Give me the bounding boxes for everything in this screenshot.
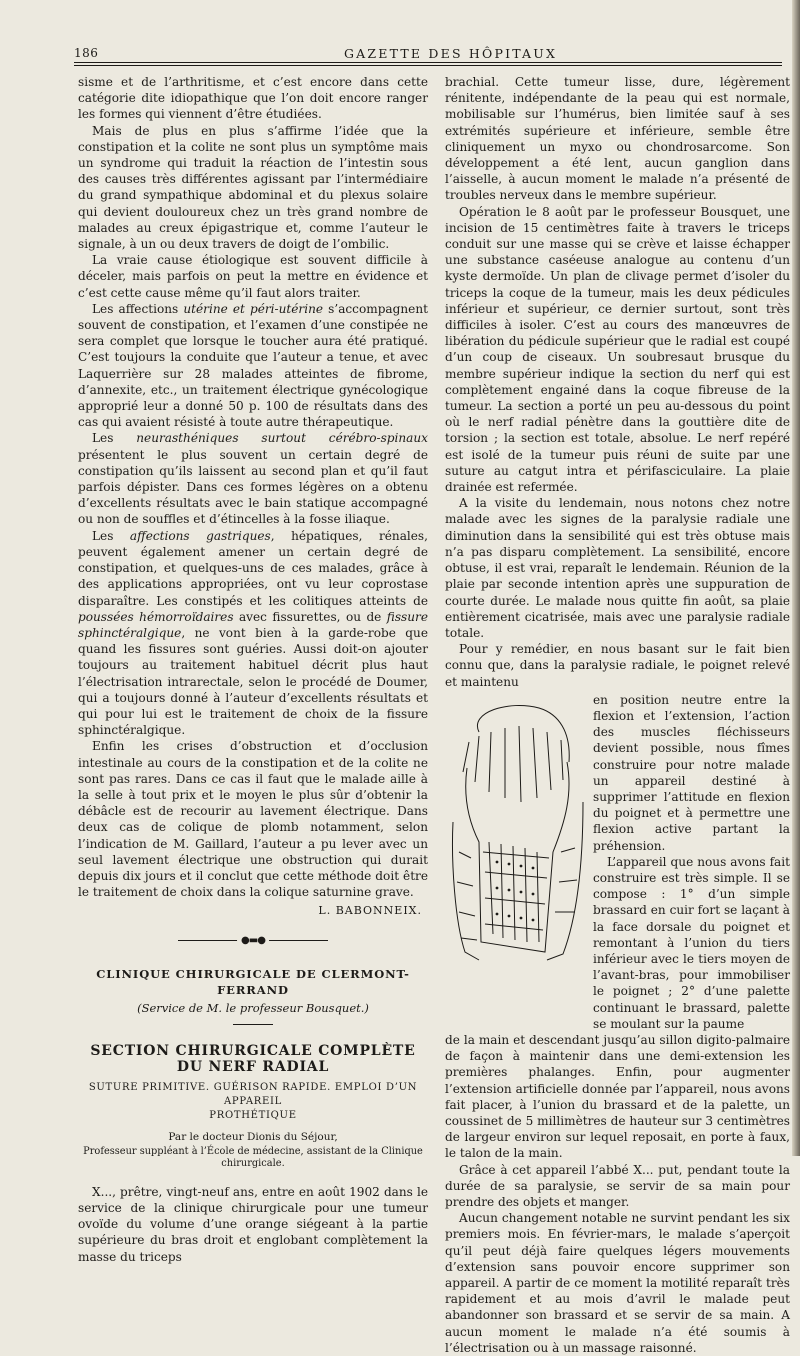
paragraph: Grâce à cet appareil l’abbé X... put, pendant toute la durée de sa paralysie, se servir de sa main pour prendre des objets et manger. [445, 1162, 790, 1210]
article-title: SECTION CHIRURGICALE COMPLÈTE DU NERF RADIAL [90, 1043, 416, 1076]
paragraph: L’appareil que nous avons fait construire est très simple. Il se compose : 1° d’un simple brassard en cuir fort se laçant à la face dorsale du poignet et remontant à l’union du tiers inférieur avec le tiers moyen de l’avant-bras, pour immobiliser le poignet ; 2° d’une palette continuant le brassard, palette se moulant sur la paume [593, 854, 790, 1031]
divider [233, 1024, 273, 1025]
paragraph: A la visite du lendemain, nous notons chez notre malade avec les signes de la paralysie radiale une diminution dans la sensibilité qui est très obtuse mais n’a pas disparu complètement. La sensibilité, encore obtuse, il est vrai, reparaît le lendemain. Réunion de la plaie par seconde intention après une suppuration de courte durée. Le malade nous quitte fin août, sa plaie entièrement cicatrisée, mais avec une paralysie radiale totale. [445, 496, 790, 640]
text-beside-figure [593, 692, 790, 1032]
italic-term: fissure sphinctéralgique [78, 609, 428, 640]
journal-title: GAZETTE DES HÔPITAUX [344, 46, 558, 61]
italic-term: poussées hémorroïdaires [78, 609, 234, 624]
section-title: CLINIQUE CHIRURGICALE DE CLERMONT-FERRAND [96, 966, 410, 997]
paragraph: Enfin les crises d’obstruction et d’occlusion intestinale au cours de la constipation et de la colite ne sont pas rares. Dans ce cas il faut que le malade aille à la selle à tout prix et le moyen le plus sûr d’obtenir la débâcle est de recourir au lavement électrique. Dans deux cas de colique de plomb notamment, selon l’indication de M. Gaillard, l’auteur a pu lever avec un seul lavement électrique une obstruction qui durait depuis dix jours et il conclut que cette méthode doit être le traitement de choix dans la colique saturnine grave. [78, 739, 428, 900]
paragraph: brachial. Cette tumeur lisse, dure, légèrement rénitente, indépendante de la peau qui est normale, mobilisable sur l’humérus, bien limitée sauf à ses extrémités supérieure et inférieure, semble être cliniquement un myxo ou chondrosarcome. Son développement a été lent, aucun ganglion dans l’aisselle, à aucun moment le malade n’a présenté de troubles nerveux dans le membre supérieur. [445, 75, 790, 203]
right-column [445, 74, 790, 1356]
ornamental-divider: ●▬● [78, 932, 428, 948]
figure-block [445, 692, 790, 1032]
article-subtitle: SUTURE PRIMITIVE. GUÉRISON RAPIDE. EMPLOI D’UN APPAREIL PROTHÉTIQUE [88, 1081, 418, 1121]
left-column [78, 74, 428, 1265]
paragraph: Opération le 8 août par le professeur Bousquet, une incision de 15 centimètres faite à travers le triceps conduit sur une masse qui se crève et laisse échapper une substance caséeuse analogue au contenu d’un kyste dermoïde. Un plan de clivage permet d’isoler du triceps la coque de la tumeur, mais les deux pédicules inférieur et supérieur, ce dernier surtout, sont très difficiles à isoler. C’est au cours des manœuvres de libération du pédicule supérieur que le radial est coupé d’un coup de ciseaux. Un soubresaut brusque du membre supérieur indique la section du nerf qui est complètement engainé dans la coque fibreuse de la tumeur. La section a porté un peu au-dessous du point où le nerf radial pénètre dans la gouttière dite de torsion ; la section est totale, absolue. Le nerf repéré est isolé de la tumeur puis réuni de suite par une suture au catgut intra et périfasciculaire. La plaie drainée est refermée. [445, 204, 790, 495]
paragraph: Les neurasthéniques surtout cérébro-spinaux présentent le plus souvent un certain degré de constipation qu’ils laissent au second plan et qu’il faut parfois dépister. Dans ces formes légères on a obtenu d’excellents résultats avec le bain statique accompagné ou non de souffles et d’étincelles à la fosse iliaque. [78, 431, 428, 527]
paragraph: de la main et descendant jusqu’au sillon digito-palmaire de façon à maintenir dans une demi-extension les premières phalanges. Enfin, pour augmenter l’extension artificielle donnée par l’appareil, nous avons fait placer, à l’union du brassard et de la palette, un coussinet de 5 millimètres de hauteur sur 3 centimètres de largeur environ sur lequel reposait, en porte à faux, le talon de la main. [445, 1032, 790, 1161]
author-affiliation: Professeur suppléant à l’École de médecine, assistant de la Clinique chirurgicale. [83, 1145, 423, 1169]
paragraph: Pour y remédier, en nous basant sur le fait bien connu que, dans la paralysie radiale, le poignet relevé et maintenu [445, 642, 790, 689]
italic-term: affections gastriques [129, 528, 271, 543]
paragraph: La vraie cause étiologique est souvent difficile à déceler, mais parfois on peut la mettre en évidence et c’est cette cause même qu’il faut alors traiter. [78, 253, 428, 300]
author-signature: L. BABONNEIX. [318, 904, 422, 918]
article-author: Par le docteur Dionis du Séjour, [168, 1130, 338, 1143]
page-number: 186 [74, 46, 99, 60]
italic-term: neurasthéniques surtout cérébro-spinaux [136, 431, 428, 446]
paragraph: Les affections gastriques, hépatiques, rénales, peuvent également amener un certain degré de constipation, et quelques-uns de ces malades, grâce à des applications appropriées, ont vu leur coprostase disparaître. Les constipés et les colitiques atteints de poussées hémorroïdaires avec fissurettes, ou de fissure sphinctéralgique, ne vont bien à la garde-robe que quand les fissures sont guéries. Aussi doit-on ajouter toujours au traitement habituel décrit plus haut l’électrisation intrarectale, selon le procédé de Doumer, qui a toujours donné à l’auteur d’excellents résultats et qui pour lui est le traitement de choix de la fissure sphinctéralgique. [78, 528, 428, 738]
header-rule [74, 62, 782, 66]
section-subtitle: (Service de M. le professeur Bousquet.) [137, 1000, 369, 1015]
paragraph: Mais de plus en plus s’affirme l’idée que la constipation et la colite ne sont plus un symptôme mais un syndrome qui traduit la réaction de l’intestin sous des causes très différentes agissant par l’intermédiaire du grand sympathique abdominal et du plexus solaire qui devient douloureux chez un très grand nombre de malades au creux épigastrique et, comme l’auteur le signale, à un ou deux travers de doigt de l’ombilic. [78, 123, 428, 252]
italic-term: utérine et péri-utérine [183, 301, 324, 316]
page-edge-shadow [792, 0, 800, 1156]
paragraph: X..., prêtre, vingt-neuf ans, entre en août 1902 dans le service de la clinique chirurgicale pour une tumeur ovoïde du volume d’une orange siégeant à la partie supérieure du bras droit et englobant complètement la masse du triceps [78, 1184, 428, 1264]
arm-brace-illustration [449, 702, 587, 964]
paragraph: Les affections utérine et péri-utérine s’accompagnent souvent de constipation, et l’examen d’une constipée ne sera complet que lorsque le toucher aura été pratiqué. C’est toujours la conduite que l’auteur a tenue, et avec Laquerrière sur 28 malades atteintes de fibrome, d’annexite, etc., un traitement électrique gynécologique approprié leur a donné 50 p. 100 de résultats dans des cas qui avaient résisté à toute autre thérapeutique. [78, 301, 428, 430]
paragraph: en position neutre entre la flexion et l’extension, l’action des muscles fléchisseurs devient possible, nous fîmes construire pour notre malade un appareil destiné à supprimer l’attitude en flexion du poignet et à permettre une flexion active partant la préhension. [593, 692, 790, 853]
paragraph: Aucun changement notable ne survint pendant les six premiers mois. En février-mars, le malade s’aperçoit qu’il peut déjà faire quelques légers mouvements d’extension sans pouvoir encore supprimer son appareil. A partir de ce moment la motilité reparaît très rapidement et au mois d’avril le malade peut abandonner son brassard et se servir de sa main. A aucun moment le malade n’a été soumis à l’électrisation ou à un massage raisonné. [445, 1211, 790, 1355]
paragraph: sisme et de l’arthritisme, et c’est encore dans cette catégorie dite idiopathique que l’on doit encore ranger les formes qui viennent d’être étudiées. [78, 75, 428, 122]
